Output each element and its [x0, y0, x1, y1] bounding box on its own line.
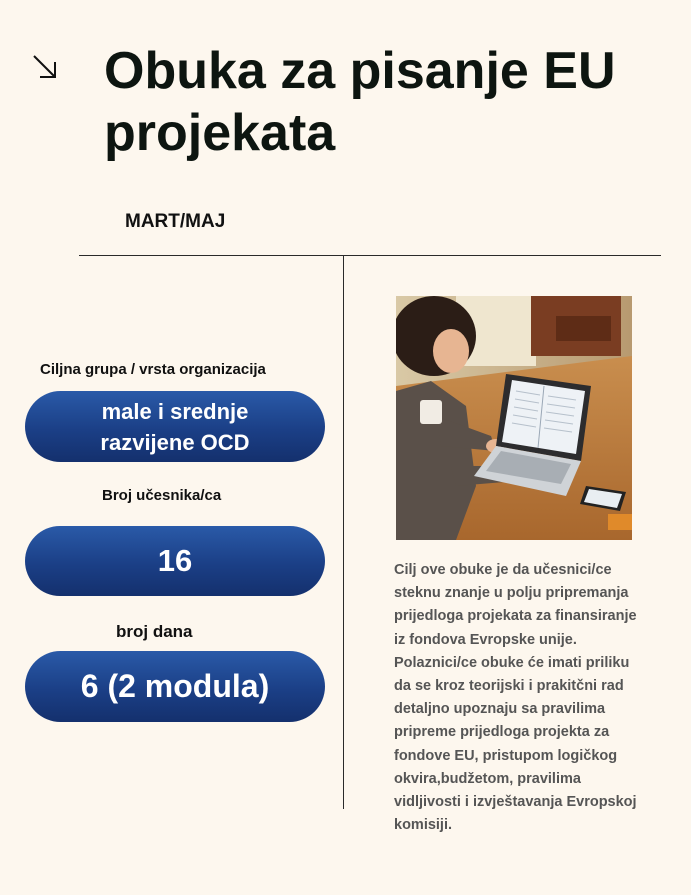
- horizontal-divider: [79, 255, 661, 256]
- target-group-label: Ciljna grupa / vrsta organizacija: [40, 361, 266, 378]
- participants-badge: [25, 526, 325, 596]
- course-description: Cilj ove obuke je da učesnici/ce steknu znanje u polju pripremanja prijedloga projekata za finansiranje iz fondova Evropske unije. Polaznici/ce obuke će imati priliku da se kroz teorijski i prakitčni rad detaljno upoznaju sa pravilima pripreme prijedloga projekta za fondove EU, pristupom logičkog okvira,budžetom, pravilima vidljivosti i izvještavanja Evropskoj komisiji.: [394, 562, 637, 834]
- target-group-badge: [25, 391, 325, 462]
- target-group-value: male i srednje razvijene OCD: [100, 398, 250, 455]
- participants-value: 16: [157, 543, 193, 578]
- days-value: 6 (2 modula): [80, 668, 270, 704]
- days-label: broj dana: [116, 622, 193, 641]
- vertical-divider: [343, 256, 344, 809]
- page-title: Obuka za pisanje EU projekata: [104, 42, 616, 162]
- days-badge: [25, 651, 325, 722]
- laptop-work-photo: [396, 296, 632, 540]
- participants-label: Broj učesnika/ca: [102, 487, 222, 504]
- arrow-down-right-icon: [28, 50, 62, 84]
- date-range: MART/MAJ: [125, 211, 226, 232]
